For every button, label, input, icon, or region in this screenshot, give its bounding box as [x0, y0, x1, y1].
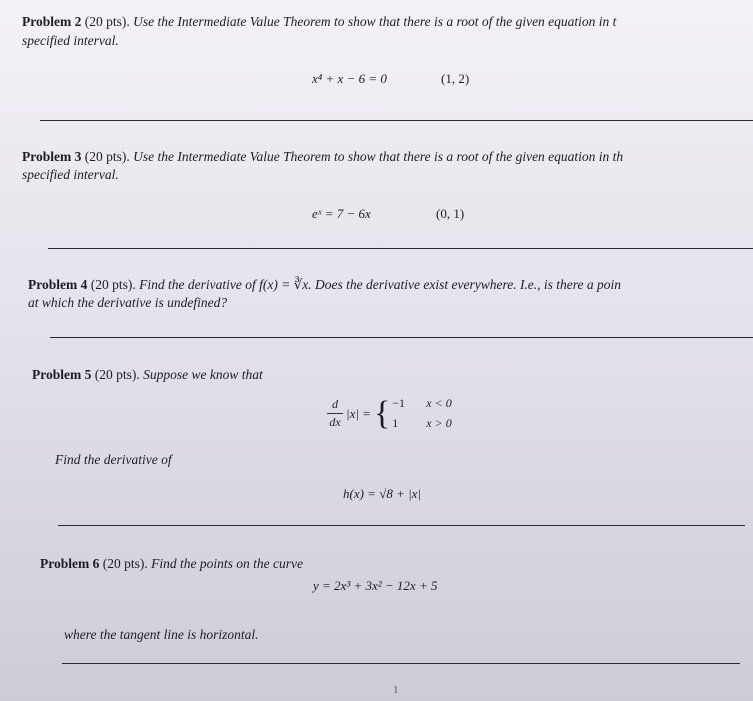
derivative-denominator: dx [329, 415, 341, 429]
problem-2-text: Use the Intermediate Value Theorem to show that there is a root of the given equation in t [133, 14, 617, 29]
problem-5-equation: h(x) = √8 + |x| [343, 486, 422, 501]
page-number: 1 [393, 684, 399, 696]
problem-2-equation: x⁴ + x − 6 = 0 [312, 71, 387, 86]
case-1-value: −1 [392, 396, 406, 410]
problem-6-equation: y = 2x³ + 3x² − 12x + 5 [313, 578, 438, 593]
problem-4-text: Find the derivative of f(x) = ∛x. Does the derivative exist everywhere. I.e., is there a poin [139, 277, 622, 292]
problem-3-text: Use the Intermediate Value Theorem to show that there is a root of the given equation in th [133, 149, 624, 164]
piecewise-brace: { [373, 394, 391, 432]
case-2-value: 1 [392, 416, 399, 430]
problem-3-equation: eˣ = 7 − 6x [312, 206, 371, 221]
piecewise-cases [392, 396, 476, 431]
problem-5-points: (20 pts). [94, 367, 140, 382]
problem-4-points: (20 pts). [90, 277, 136, 292]
problem-4-title: Problem 4 [28, 277, 88, 292]
problem-5-answer-line [58, 525, 745, 526]
problem-4-text-line2: at which the derivative is undefined? [28, 295, 228, 310]
case-1-condition: x < 0 [426, 396, 452, 410]
problem-3-interval: (0, 1) [436, 206, 465, 221]
problem-5-heading [32, 367, 263, 383]
problem-2-interval: (1, 2) [441, 71, 470, 86]
abs-x-equals: |x| = [346, 405, 371, 421]
fraction-bar [327, 413, 343, 414]
problem-5-derivative-definition [327, 396, 476, 431]
problem-3-title: Problem 3 [22, 149, 82, 164]
problem-5-title: Problem 5 [32, 367, 92, 382]
problem-4-heading [28, 277, 621, 293]
problem-2-answer-line [40, 120, 753, 121]
problem-6-heading [40, 556, 303, 572]
problem-3-heading [22, 149, 623, 165]
problem-6-answer-line [62, 663, 740, 664]
problem-5-text: Suppose we know that [143, 367, 263, 382]
problem-4-answer-line [50, 337, 753, 338]
derivative-numerator: d [332, 397, 338, 411]
problem-6-points: (20 pts). [102, 556, 148, 571]
derivative-operator [327, 397, 343, 430]
problem-2-title: Problem 2 [22, 14, 82, 29]
problem-2-heading [22, 14, 616, 30]
problem-6-text: Find the points on the curve [151, 556, 303, 571]
problem-3-points: (20 pts). [84, 149, 130, 164]
problem-6-text-line2: where the tangent line is horizontal. [64, 627, 259, 642]
problem-2-points: (20 pts). [84, 14, 130, 29]
problem-6-title: Problem 6 [40, 556, 100, 571]
problem-3-text-line2: specified interval. [22, 167, 119, 182]
case-2-condition: x > 0 [426, 416, 452, 430]
problem-3-answer-line [48, 248, 753, 249]
problem-5-text-line2: Find the derivative of [55, 452, 172, 467]
problem-2-text-line2: specified interval. [22, 33, 119, 48]
